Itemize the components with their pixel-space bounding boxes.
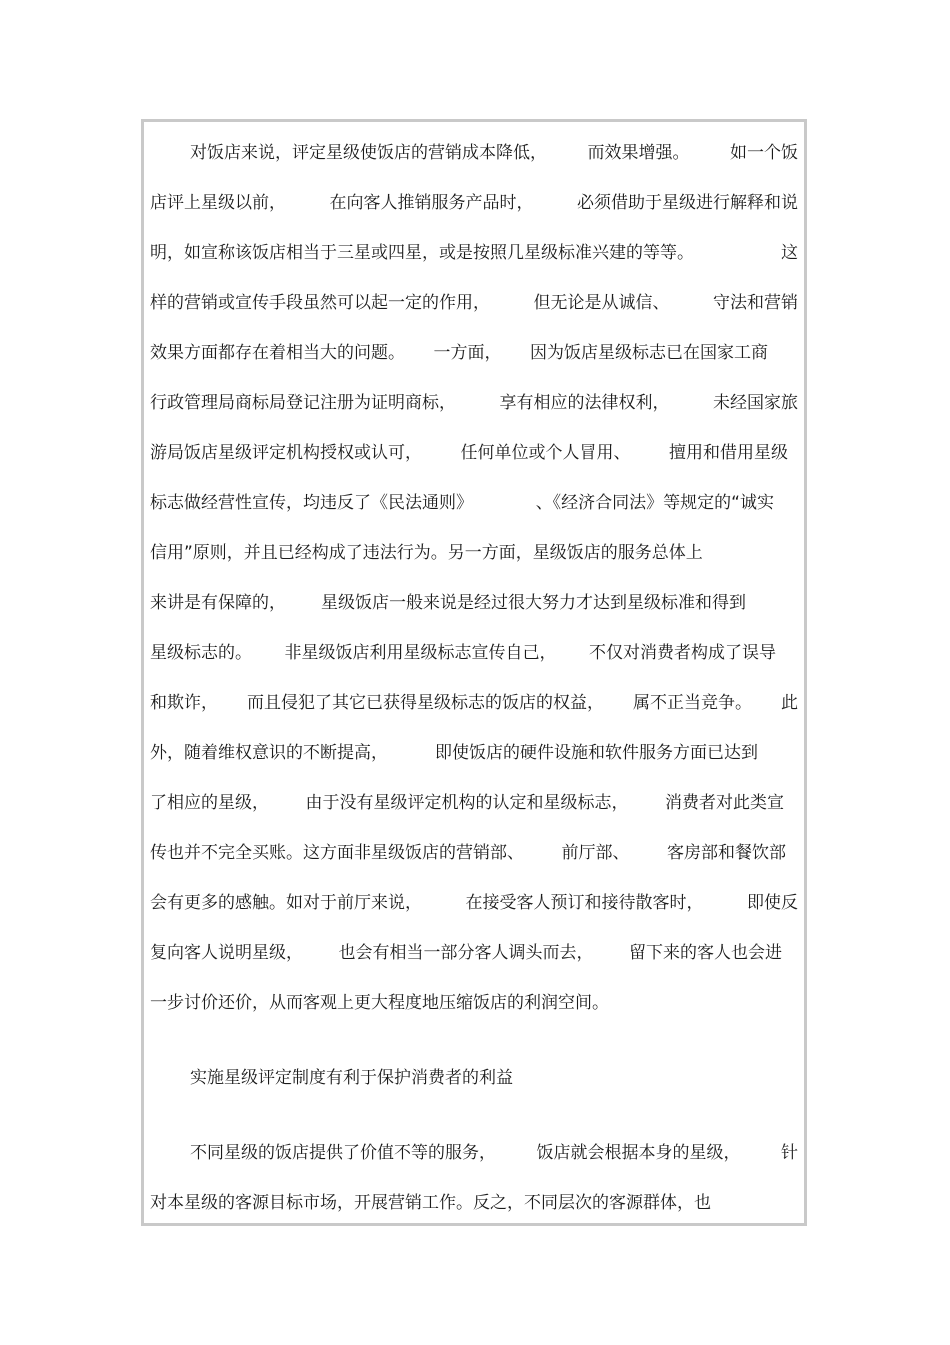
section-heading: 实施星级评定制度有利于保护消费者的利益 (190, 1068, 513, 1088)
text-line: 复向客人说明星级， 也会有相当一部分客人调头而去， 留下来的客人也会进 (150, 943, 782, 963)
text-line: 样的营销或宣传手段虽然可以起一定的作用， 但无论是从诚信、 守法和营销 (150, 293, 798, 313)
text-line: 会有更多的感触。如对于前厅来说， 在接受客人预订和接待散客时， 即使反 (150, 893, 798, 913)
text-line: 了相应的星级， 由于没有星级评定机构的认定和星级标志， 消费者对此类宣 (150, 793, 784, 813)
text-line: 效果方面都存在着相当大的问题。 一方面， 因为饭店星级标志已在国家工商 (150, 343, 768, 363)
text-line: 明，如宣称该饭店相当于三星或四星，或是按照几星级标准兴建的等等。 这 (150, 243, 798, 263)
text-line: 信用”原则，并且已经构成了违法行为。另一方面，星级饭店的服务总体上 (150, 543, 703, 563)
document-page (141, 119, 807, 1226)
text-line: 不同星级的饭店提供了价值不等的服务， 饭店就会根据本身的星级， 针 (190, 1143, 798, 1163)
text-line: 店评上星级以前， 在向客人推销服务产品时， 必须借助于星级进行解释和说 (150, 193, 798, 213)
text-line: 来讲是有保障的， 星级饭店一般来说是经过很大努力才达到星级标准和得到 (150, 593, 746, 613)
text-line: 对饭店来说，评定星级使饭店的营销成本降低， 而效果增强。 如一个饭 (190, 143, 798, 163)
text-line: 标志做经营性宣传，均违反了《民法通则》 、《经济合同法》等规定的“诚实 (150, 493, 774, 513)
text-line: 星级标志的。 非星级饭店利用星级标志宣传自己， 不仅对消费者构成了误导 (150, 643, 776, 663)
text-line: 对本星级的客源目标市场，开展营销工作。反之，不同层次的客源群体，也 (150, 1193, 711, 1213)
text-line: 行政管理局商标局登记注册为证明商标， 享有相应的法律权利， 未经国家旅 (150, 393, 798, 413)
text-line: 一步讨价还价，从而客观上更大程度地压缩饭店的利润空间。 (150, 993, 609, 1013)
text-line: 游局饭店星级评定机构授权或认可， 任何单位或个人冒用、 擅用和借用星级 (150, 443, 788, 463)
text-line: 外，随着维权意识的不断提高， 即使饭店的硬件设施和软件服务方面已达到 (150, 743, 758, 763)
text-line: 传也并不完全买账。这方面非星级饭店的营销部、 前厅部、 客房部和餐饮部 (150, 843, 786, 863)
text-line: 和欺诈， 而且侵犯了其它已获得星级标志的饭店的权益， 属不正当竞争。 此 (150, 693, 798, 713)
